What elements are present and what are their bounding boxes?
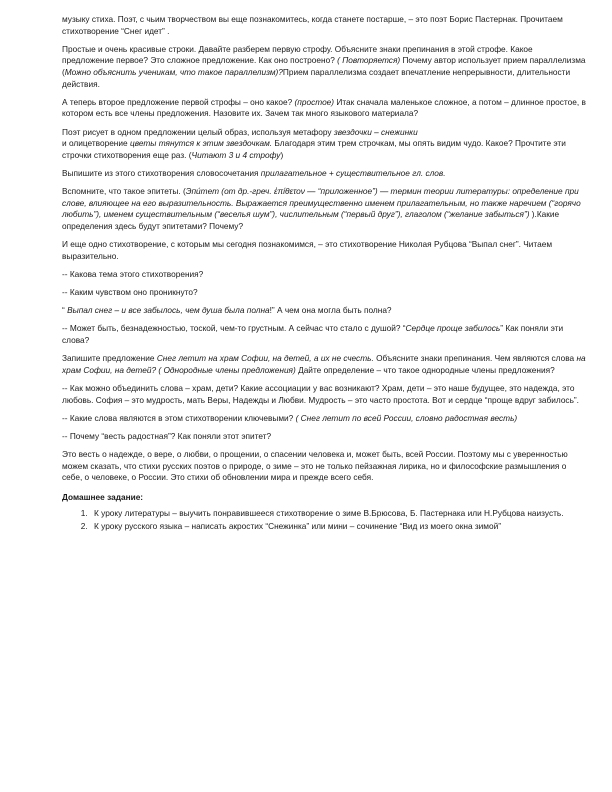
paragraph-conclusion: Это весть о надежде, о вере, о любви, о прощении, о спасении человека и, может быть, всей России. Поэтому мы с уверенностью можем сказать, что стихи русских поэтов о природе, о зиме – это не только пейзажная лирика, но и философские размышления о себе, о человеке, о России. Это стихи об обновлении мира и прежде всего себя. bbox=[62, 449, 568, 483]
paragraph-epithets: Вспомните, что такое эпитеты. (Эпи́тет (от др.-греч. ἐπίθετον — “приложенное”) — термин теории литературы: определение при слове, влияющее на его выразительность. Выражается преимущественно именем прилагательным, но также наречием (“горячо любить”), именем существительным (“веселья шум”), числительным (“первый друг”), глаголом (“желание забыться”) ).Какие определения здесь будут эпитетами? Почему? bbox=[62, 186, 581, 231]
homework-item: 1. К уроку литературы – выучить понравившееся стихотворение о зиме В.Брюсова, Б. Пастернака или Н.Рубцова наизусть. bbox=[90, 508, 586, 520]
paragraph-homogeneous: Запишите предложение Снег летит на храм Софии, на детей, а их не счесть. Объясните знаки препинания. Чем являются слова на храм Софии, на детей? ( Однородные члены предложения) Дайте определение – что такое однородные члены предложения? bbox=[62, 353, 586, 375]
question-keywords: -- Какие слова являются в этом стихотворении ключевыми? ( Снег летит по всей России, словно радостная весть) bbox=[62, 412, 518, 423]
paragraph-metaphor: Поэт рисует в одном предложении целый образ, используя метафору звездочки – снежинки и олицетворение цветы тянутся к этим звездочкам. Благодаря этим трем строчкам, мы опять видим чудо. Какое? Прочтите эти строчки стихотворения еще раз. (Читают 3 и 4 строфу) bbox=[62, 126, 566, 160]
document-page bbox=[62, 14, 586, 535]
question-theme: -- Какова тема этого стихотворения? bbox=[62, 268, 204, 279]
paragraph-word-combinations: Выпишите из этого стихотворения словосочетания прилагательное + существительное гл. слов. bbox=[62, 167, 446, 178]
homework-title: Домашнее задание: bbox=[62, 491, 144, 502]
question-joyful-news: -- Почему “весть радостная”? Как поняли этот эпитет? bbox=[62, 430, 272, 441]
paragraph-pasternak-intro: музыку стиха. Поэт, с чьим творчеством вы еще познакомитесь, когда станете постарше, – это поэт Борис Пастернак. Прочитаем стихотворение “Снег идет” . bbox=[62, 14, 563, 36]
paragraph-second-sentence: А теперь второе предложение первой строфы – оно какое? (простое) Итак сначала маленькое сложное, а потом – длинное простое, в котором есть все члены предложения. Назовите их. Зачем так много языкового материала? bbox=[62, 96, 586, 119]
homework-list bbox=[62, 508, 586, 533]
paragraph-rubtsov-intro: И еще одно стихотворение, с которым мы сегодня познакомимся, – это стихотворение Николая Рубцова “Выпал снег”. Читаем выразительно. bbox=[62, 239, 553, 261]
question-feeling: -- Каким чувством оно проникнуто? bbox=[62, 287, 198, 298]
homework-item: 2. К уроку русского языка – написать акростих “Снежинка” или мини – сочинение “Вид из моего окна зимой” bbox=[90, 521, 586, 533]
paragraph-heart: -- Может быть, безнадежностью, тоской, чем-то грустным. А сейчас что стало с душой? “Сердце проще забилось” Как поняли эти слова? bbox=[62, 323, 564, 345]
paragraph-first-stanza: Простые и очень красивые строки. Давайте разберем первую строфу. Объясните знаки препинания в этой строфе. Какое предложение первое? Это сложное предложение. Как оно построено? ( Повторяется) Почему автор использует прием параллелизма (Можно объяснить ученикам, что такое параллелизм)?Прием параллелизма создает впечатление непрерывности, длительности действия. bbox=[62, 43, 586, 89]
paragraph-associations: -- Как можно объединить слова – храм, дети? Какие ассоциации у вас возникают? Храм, дети – это наше будущее, это надежда, это любовь. София – это мудрость, мать Веры, Надежды и Любви. Мудрость – это часто простота. Вот и сердце “проще вдруг забилось”. bbox=[62, 382, 579, 405]
quote-snow-fell: “ Выпал снег – и все забылось, чем душа была полна!” А чем она могла быть полна? bbox=[62, 305, 392, 316]
